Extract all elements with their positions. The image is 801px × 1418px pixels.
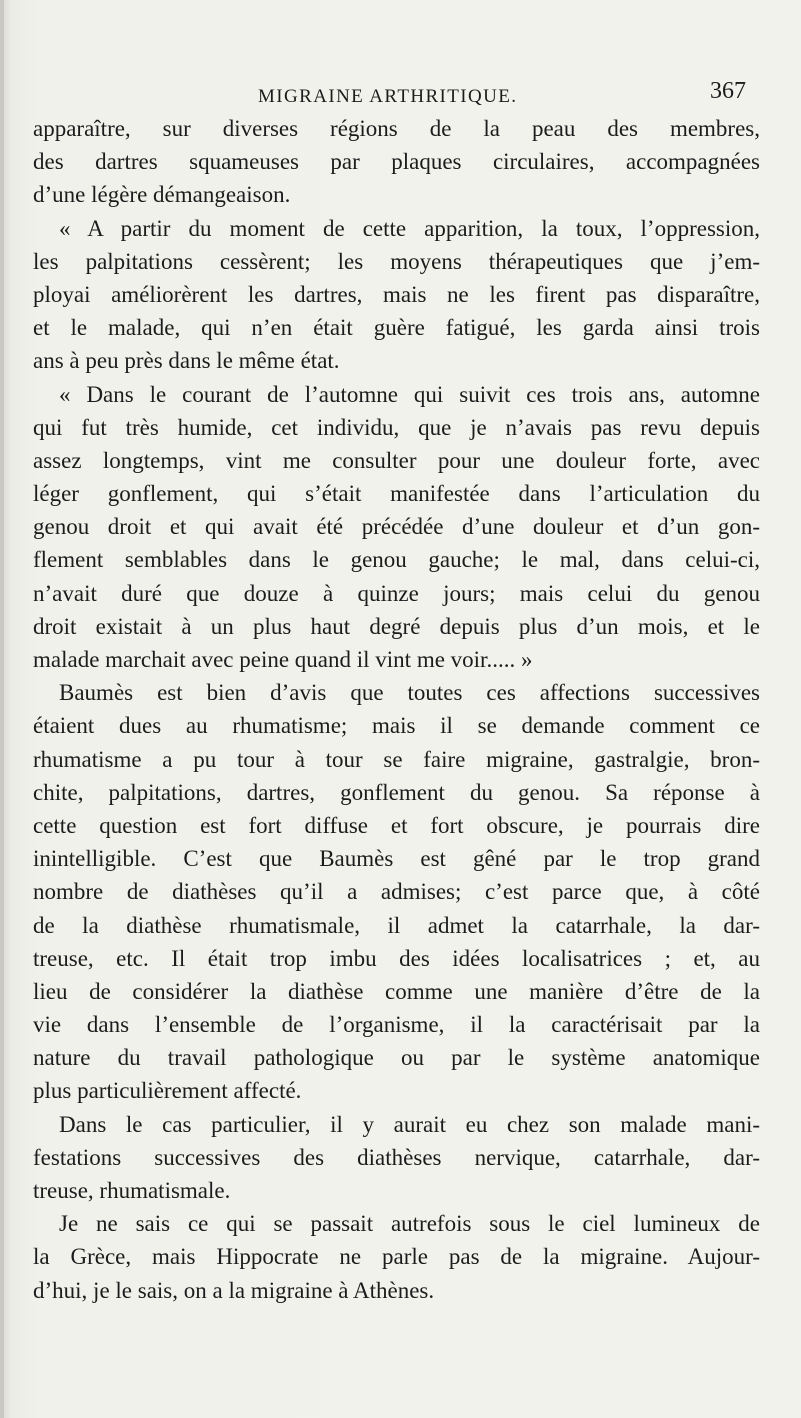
text-line: étaient dues au rhumatisme; mais il se demande comment ce <box>33 713 760 739</box>
text-line: Baumès est bien d’avis que toutes ces affections successives <box>59 680 760 706</box>
text-line: la Grèce, mais Hippocrate ne parle pas de la migraine. Aujour- <box>33 1244 760 1270</box>
text-line: léger gonflement, qui s’était manifestée dans l’articulation du <box>33 481 760 507</box>
text-line: festations successives des diathèses nervique, catarrhale, dar- <box>33 1144 760 1170</box>
text-line: d’hui, je le sais, on a la migraine à Athènes. <box>33 1277 435 1303</box>
text-line: Je ne sais ce qui se passait autrefois sous le ciel lumineux de <box>59 1211 760 1237</box>
page-gutter-shadow <box>0 0 4 1418</box>
text-line: ployai améliorèrent les dartres, mais ne les firent pas disparaître, <box>33 281 760 307</box>
text-line: genou droit et qui avait été précédée d’une douleur et d’un gon- <box>33 514 760 540</box>
text-line: « A partir du moment de cette apparition, la toux, l’oppression, <box>59 215 760 241</box>
text-line: des dartres squameuses par plaques circulaires, accompagnées <box>33 149 760 175</box>
text-line: lieu de considérer la diathèse comme une manière d’être de la <box>33 978 760 1004</box>
text-line: treuse, rhumatismale. <box>33 1178 231 1203</box>
running-title: MIGRAINE ARTHRITIQUE. <box>258 86 518 107</box>
text-line: treuse, etc. Il était trop imbu des idées localisatrices ; et, au <box>33 945 760 971</box>
text-line: rhumatisme a pu tour à tour se faire migraine, gastralgie, bron- <box>33 746 760 772</box>
text-line: droit existait à un plus haut degré depuis plus d’un mois, et le <box>33 613 760 639</box>
text-line: n’avait duré que douze à quinze jours; mais celui du genou <box>33 580 760 606</box>
text-line: et le malade, qui n’en était guère fatigué, les garda ainsi trois <box>33 315 760 341</box>
text-line: Dans le cas particulier, il y aurait eu chez son malade mani- <box>59 1111 760 1137</box>
text-line: ans à peu près dans le même état. <box>33 348 340 374</box>
text-line: les palpitations cessèrent; les moyens thérapeutiques que j’em- <box>33 248 760 274</box>
text-line: flement semblables dans le genou gauche; le mal, dans celui-ci, <box>33 547 760 573</box>
text-line: de la diathèse rhumatismale, il admet la catarrhale, la dar- <box>33 912 760 938</box>
text-line: assez longtemps, vint me consulter pour une douleur forte, avec <box>33 447 760 473</box>
text-line: chite, palpitations, dartres, gonflement du genou. Sa réponse à <box>33 779 760 805</box>
text-line: cette question est fort diffuse et fort obscure, je pourrais dire <box>33 812 760 838</box>
text-line: nombre de diathèses qu’il a admises; c’est parce que, à côté <box>33 879 760 905</box>
text-line: qui fut très humide, cet individu, que je n’avais pas revu depuis <box>33 414 760 440</box>
text-line: inintelligible. C’est que Baumès est gêné par le trop grand <box>33 846 760 872</box>
text-line: apparaître, sur diverses régions de la peau des membres, <box>33 116 760 141</box>
text-line: malade marchait avec peine quand il vint me voir..... » <box>33 647 533 672</box>
text-line: « Dans le courant de l’automne qui suivit ces trois ans, automne <box>59 381 760 407</box>
text-line: d’une légère démangeaison. <box>33 182 291 208</box>
text-line: nature du travail pathologique ou par le système anatomique <box>33 1045 760 1071</box>
page-number: 367 <box>710 78 746 104</box>
text-line: vie dans l’ensemble de l’organisme, il la caractérisait par la <box>33 1012 760 1038</box>
text-line: plus particulièrement affecté. <box>33 1078 302 1104</box>
body-text <box>33 112 760 1307</box>
